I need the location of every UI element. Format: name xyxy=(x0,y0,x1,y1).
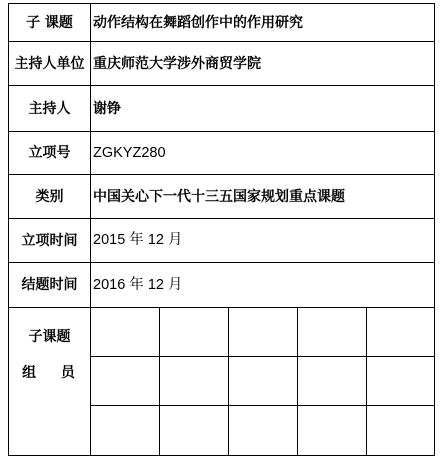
member-cell[interactable] xyxy=(367,308,435,357)
member-cell[interactable] xyxy=(229,308,298,357)
members-label-line1: 子课题 xyxy=(28,329,71,345)
host-unit-value: 重庆师范大学涉外商贸学院 xyxy=(91,42,435,86)
member-cell[interactable] xyxy=(160,308,229,357)
category-label: 类别 xyxy=(9,175,91,219)
member-cell[interactable] xyxy=(298,357,367,406)
host-unit-label: 主持人单位 xyxy=(9,42,91,86)
completion-date-value: 2016 年 12 月 xyxy=(91,263,435,308)
member-cell[interactable] xyxy=(229,357,298,406)
subproject-title-label: 子 课题 xyxy=(9,4,91,42)
subproject-title-value: 动作结构在舞蹈创作中的作用研究 xyxy=(91,4,435,42)
members-label xyxy=(9,308,91,456)
completion-date-label: 结题时间 xyxy=(9,263,91,308)
member-cell[interactable] xyxy=(298,308,367,357)
approval-date-label: 立项时间 xyxy=(9,219,91,263)
member-cell[interactable] xyxy=(91,308,160,357)
member-cell[interactable] xyxy=(160,357,229,406)
project-number-label: 立项号 xyxy=(9,132,91,175)
member-cell[interactable] xyxy=(298,406,367,456)
category-value: 中国关心下一代十三五国家规划重点课题 xyxy=(91,175,435,219)
member-cell[interactable] xyxy=(367,406,435,456)
member-cell[interactable] xyxy=(367,357,435,406)
members-label-line2: 组 员 xyxy=(22,365,85,381)
host-person-value: 谢铮 xyxy=(91,86,435,132)
member-cell[interactable] xyxy=(91,357,160,406)
subproject-info-table xyxy=(8,3,435,456)
approval-date-value: 2015 年 12 月 xyxy=(91,219,435,263)
member-cell[interactable] xyxy=(160,406,229,456)
project-number-value: ZGKYZ280 xyxy=(91,132,435,175)
member-cell[interactable] xyxy=(229,406,298,456)
member-cell[interactable] xyxy=(91,406,160,456)
host-person-label: 主持人 xyxy=(9,86,91,132)
